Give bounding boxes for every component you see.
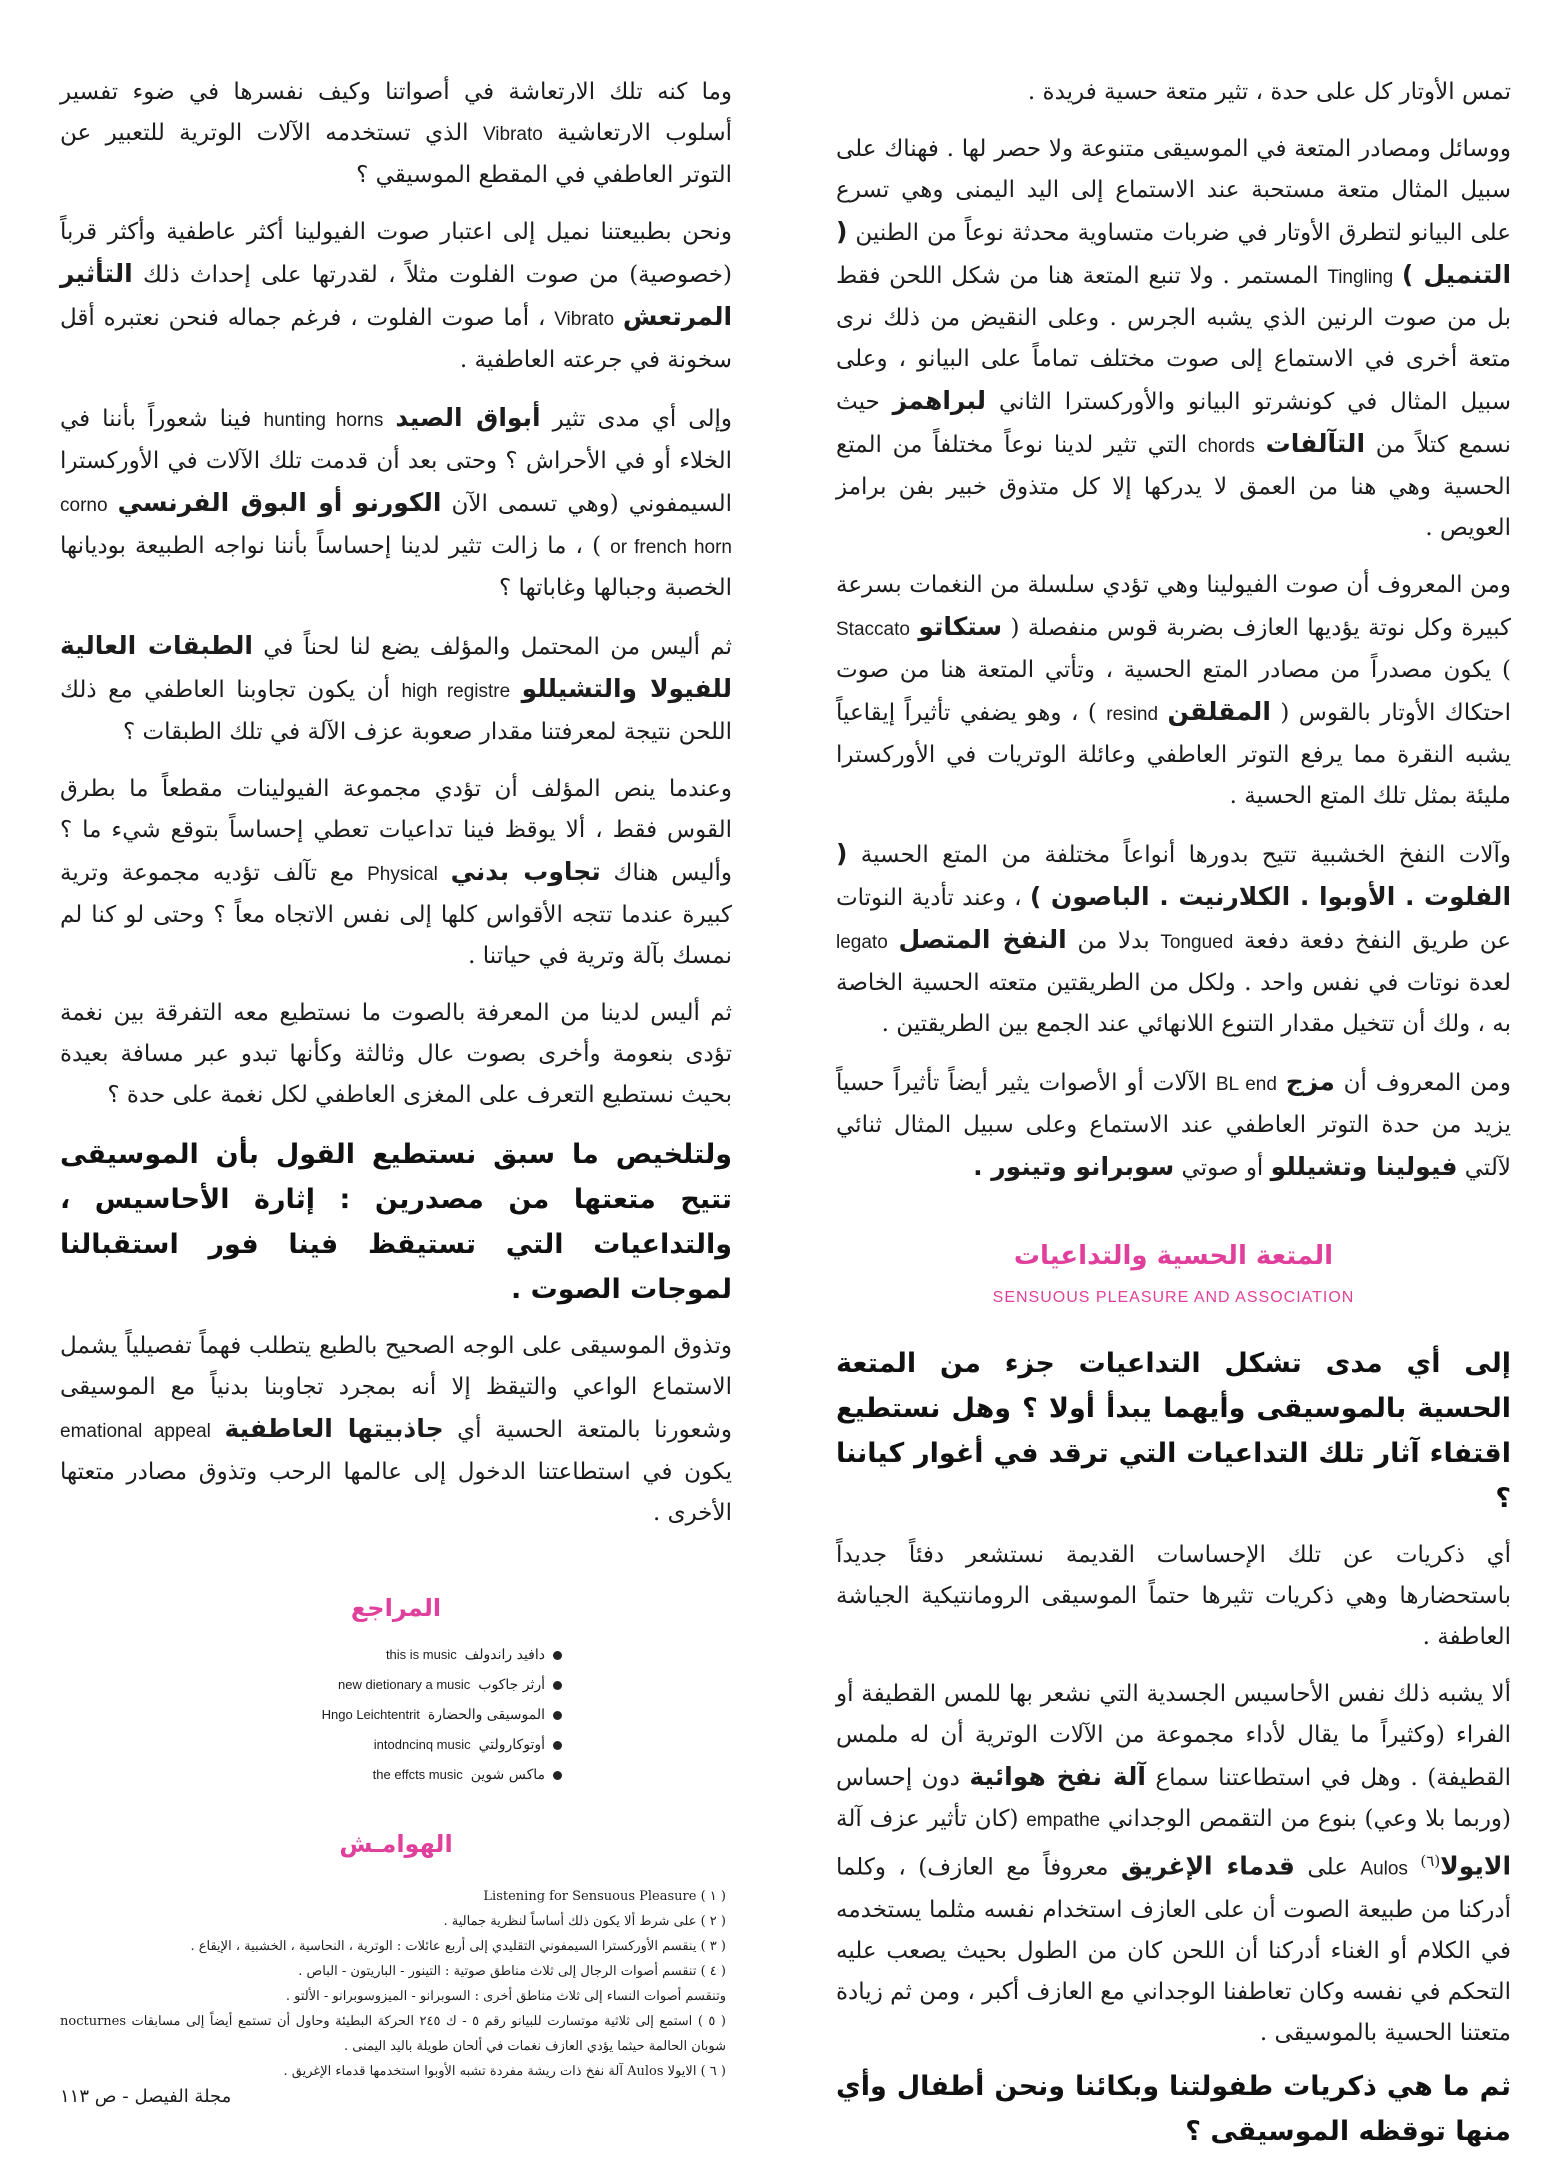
highlight-term: قدماء الإغريق xyxy=(1120,1851,1295,1881)
latin-term: legato xyxy=(836,932,888,953)
note-item: ( ٦ ) الايولا Aulos آلة نفخ ذات ريشة مفردة تشبه الأوبوا استخدمها قدماء الإغريق . xyxy=(283,2064,726,2079)
notes-title: الهوامـش xyxy=(339,1830,453,1858)
paragraph: ثم أليس من المحتمل والمؤلف يضع لنا لحناً في الطبقات العالية للفيولا والتشيللو high registre أن يكون تجاوبنا العاطفي مع ذلك اللحن نتيجة لمعرفتنا مقدار صعوبة عزف الآلة في تلك الطبقات ؟ xyxy=(60,631,733,745)
highlight-term: ( التنميل ) xyxy=(836,217,1512,289)
paragraph: ومن المعروف أن مزج BL end الآلات أو الأصوات يثير أيضاً تأثيراً حسياً يزيد من حدة التوتر العاطفي عند الاستماع وعلى سبيل المثال ثنائي لآلتي فيولينا وتشيللو أو صوتي سوبرانو وتينور . xyxy=(836,1067,1511,1181)
lead-question: إلى أي مدى تشكل التداعيات جزء من المتعة الحسية بالموسيقى وأيهما يبدأ أولا ؟ وهل نستطيع اقتفاء آثار تلك التداعيات التي ترقد في أغوار كياننا ؟ xyxy=(836,1348,1511,1514)
highlight-term: ( الفلوت . الأوبوا . الكلارنيت . الباصون ) xyxy=(836,839,1512,911)
references-section xyxy=(60,1594,732,1790)
left-column xyxy=(60,72,732,2084)
paragraph: ومن المعروف أن صوت الفيولينا وهي تؤدي سلسلة من النغمات بسرعة كبيرة وكل نوتة يؤديها العازف بضربة قوس منفصلة ( ستكاتو Staccato ) يكون مصدراً من مصادر المتع الحسية ، وتأتي المتعة هنا من صوت احتكاك الأوتار بالقوس ( المقلقن resind ) ، وهو يضفي تأثيراً إيقاعياً يشبه النقرة مما يرفع التوتر العاطفي وعائلة الوتريات في الأوركسترا مليئة بمثل تلك المتع الحسية . xyxy=(836,572,1512,809)
reference-item: دافيد راندولف this is music xyxy=(262,1640,562,1670)
highlight-term: التأثير المرتعش xyxy=(60,259,733,331)
highlight-term: ستكاتو xyxy=(918,612,1003,641)
latin-term: chords xyxy=(1197,436,1255,457)
note-item: ( ٣ ) ينقسم الأوركسترا السيمفوني التقليدي إلى أربع عائلات : الوترية ، النحاسية ، الخشبية ، الإيقاع . xyxy=(190,1939,726,1954)
latin-term: emational appeal xyxy=(60,1421,211,1442)
bullet-icon xyxy=(553,1771,562,1780)
highlight-term: الايولا xyxy=(1440,1851,1512,1881)
right-column xyxy=(836,72,1511,2168)
highlight-term: المقلقن xyxy=(1167,697,1271,726)
note-item: ( ٤ ) تنقسم أصوات الرجال إلى ثلاث مناطق صوتية : التينور - الباريتون - الباص . xyxy=(298,1964,726,1979)
reference-item: الموسيقى والحضارة Hngo Leichtentrit xyxy=(262,1700,562,1730)
note-item: ( ٥ ) استمع إلى ثلاثية موتسارت للبيانو رقم ٥ - ك ٢٤٥ الحركة البطيئة وحاول أن تستمع أيضاً إلى مسابقات nocturnes شوبان الحالمة حيثما يؤدي العازف نغمات في ألحان طويلة باليد اليمنى . xyxy=(60,2014,726,2054)
bullet-icon xyxy=(553,1651,562,1660)
note-item: ( ٢ ) على شرط ألا يكون ذلك أساساً لنظرية جمالية . xyxy=(443,1914,726,1929)
latin-term: resind xyxy=(1106,704,1159,725)
note-item: ( ١ ) Listening for Sensuous Pleasure xyxy=(483,1889,726,1904)
references-list xyxy=(262,1640,562,1790)
paragraph: وآلات النفخ الخشبية تتيح بدورها أنواعاً مختلفة من المتع الحسية ( الفلوت . الأوبوا . الكلارنيت . الباصون ) ، وعند تأدية النوتات عن طريق النفخ دفعة دفعة Tongued بدلا من النفخ المتصل legato لعدة نوتات في نفس واحد . ولكل من الطريقتين متعته الحسية الخاصة به ، ولك أن تتخيل مقدار التنوع اللانهائي عند الجمع بين الطريقتين . xyxy=(836,839,1512,1037)
highlight-term: جاذبيتها العاطفية xyxy=(224,1414,444,1443)
highlight-term: الطبقات العالية للفيولا والتشيللو xyxy=(60,631,733,703)
page-footer: مجلة الفيصل - ص ١١٣ xyxy=(60,2086,232,2107)
notes-section xyxy=(60,1830,732,2084)
bullet-icon xyxy=(553,1681,562,1690)
highlight-term: النفخ المتصل xyxy=(898,925,1067,954)
latin-term: Vibrato xyxy=(482,124,543,145)
footnote-marker: (٦) xyxy=(1420,1852,1441,1870)
summary-lead: ولتلخيص ما سبق نستطيع القول بأن الموسيقى تتيح متعتها من مصدرين : إثارة الأحاسيس ، والتداعيات التي تستيقظ فينا فور استقبالنا لموجات الصوت . xyxy=(60,1139,732,1305)
paragraph: وعندما ينص المؤلف أن تؤدي مجموعة الفيولينات مقطعاً ما بطرق القوس فقط ، ألا يوقظ فينا تداعيات تعطي إحساساً بتوقع شيء ما ؟ وأليس هناك تجاوب بدني Physical مع تآلف تؤديه مجموعة وترية كبيرة عندما تتجه الأقواس كلها إلى نفس الاتجاه معاً ؟ وحتى لو كنا لم نمسك بآلة وترية في حياتنا . xyxy=(60,776,733,969)
bullet-icon xyxy=(553,1741,562,1750)
paragraph: وإلى أي مدى تثير أبواق الصيد hunting horns فينا شعوراً بأننا في الخلاء أو في الأحراش ؟ وحتى بعد أن قدمت تلك الآلات في الأوركسترا السيمفوني (وهي تسمى الآن الكورنو أو البوق الفرنسي corno or french horn ) ، ما زالت تثير لدينا إحساساً بأننا نواجه الطبيعة بوديانها الخصبة وجبالها وغاباتها ؟ xyxy=(60,403,732,601)
paragraph: أي ذكريات عن تلك الإحساسات القديمة نستشعر دفئاً جديداً باستحضارها وهي ذكريات تثيرها حتماً الموسيقى الرومانتيكية الجياشة العاطفة . xyxy=(836,1542,1511,1650)
section-heading xyxy=(836,1241,1511,1307)
paragraph: وما كنه تلك الارتعاشة في أصواتنا وكيف نفسرها في ضوء تفسير أسلوب الارتعاشية Vibrato الذي تستخدمه الآلات الوترية للتعبير عن التوتر العاطفي في المقطع الموسيقي ؟ xyxy=(60,79,733,188)
section-title-english: SENSUOUS PLEASURE AND ASSOCIATION xyxy=(992,1289,1355,1306)
paragraph: وتذوق الموسيقى على الوجه الصحيح بالطبع يتطلب فهماً تفصيلياً يشمل الاستماع الواعي والتيقظ إلا أنه بمجرد تجاوبنا بدنياً مع الموسيقى وشعورنا بالمتعة الحسية أي جاذبيتها العاطفية emational appeal يكون في استطاعتنا الدخول إلى عالمها الرحب وتذوق مصادر متعتها الأخرى . xyxy=(60,1333,733,1526)
latin-term: BL end xyxy=(1215,1074,1277,1095)
latin-term: Physical xyxy=(367,864,438,885)
highlight-term: مزج xyxy=(1285,1067,1335,1096)
reference-item: أوتوكارولتي intodncinq music xyxy=(262,1730,562,1760)
latin-term: empathe xyxy=(1026,1810,1101,1831)
latin-term: corno or french horn xyxy=(60,495,732,558)
paragraph: ألا يشبه ذلك نفس الأحاسيس الجسدية التي نشعر بها للمس القطيفة أو الفراء (وكثيراً ما يقال لأداء مجموعة من الآلات الوترية أن له ملمس القطيفة) . وهل في استطاعتنا سماع آلة نفخ هوائية دون إحساس (وربما بلا وعي) بنوع من التقمص الوجداني empathe (كان تأثير عزف آلة الايولا$^{(٦)}$ Aulos على قدماء الإغريق معروفاً مع العازف) ، وكلما أدركنا من طبيعة الصوت أن على العازف استخدام نفسه مثلما يستخدمه في الكلام أو الغناء أدركنا أن اللحن كان من الطول بحيث يصعب عليه التحكم في نفسه وكان تعاطفنا الوجداني مع العازف أكبر ، ومن ثم زيادة متعتنا الحسية بالموسيقى . xyxy=(836,1681,1512,2046)
paragraph: ثم أليس لدينا من المعرفة بالصوت ما نستطيع معه التفرقة بين نغمة تؤدى بنعومة وأخرى بصوت عال وثالثة وكأنها تبدو عبر مسافة بعيدة بحيث نستطيع التعرف على المغزى العاطفي لكل نغمة على حدة ؟ xyxy=(60,1000,732,1108)
note-item: وتنقسم أصوات النساء إلى ثلاث مناطق أخرى : السوبرانو - الميزوسوبرانو - الألتو . xyxy=(285,1989,726,2004)
references-title: المراجع xyxy=(350,1594,442,1622)
lead-question: ثم ما هي ذكريات طفولتنا وبكائنا ونحن أطفال وأي منها توقظه الموسيقى ؟ xyxy=(836,2070,1511,2147)
reference-item: ماكس شوين the effcts music xyxy=(262,1760,562,1790)
highlight-term: لبراهمز xyxy=(892,386,987,415)
highlight-term: فيولينا وتشيللو xyxy=(1270,1152,1458,1181)
bullet-icon xyxy=(553,1711,562,1720)
paragraph: ووسائل ومصادر المتعة في الموسيقى متنوعة ولا حصر لها . فهناك على سبيل المثال متعة مستحبة عند الاستماع إلى اليد اليمنى وهي تسرع على البيانو لتطرق الأوتار في ضربات متساوية محدثة نوعاً من الطنين ( التنميل ) Tingling المستمر . ولا تنبع المتعة هنا من شكل اللحن فقط بل من صوت الرنين الذي يشبه الجرس . وعلى النقيض من ذلك نرى متعة أخرى في الاستماع إلى صوت مختلف تماماً على البيانو ، وعلى سبيل المثال في كونشرتو البيانو والأوركسترا الثاني لبراهمز حيث نسمع كتلاً من التآلفات chords التي تثير لدينا نوعاً مختلفاً من المتع الحسية وهي هنا من العمق لا يدركها إلا كل متذوق خبير بفن برامز العويص . xyxy=(836,136,1512,541)
highlight-term: أبواق الصيد xyxy=(395,403,541,432)
latin-term: Tongued xyxy=(1160,932,1234,953)
paragraph: تمس الأوتار كل على حدة ، تثير متعة حسية فريدة . xyxy=(1027,79,1511,105)
highlight-term: تجاوب بدني xyxy=(450,857,601,886)
latin-term: Vibrato xyxy=(554,309,615,330)
highlight-term: التآلفات xyxy=(1265,429,1366,458)
latin-term: hunting horns xyxy=(263,410,384,431)
section-title-arabic: المتعة الحسية والتداعيات xyxy=(1013,1241,1334,1271)
notes-list xyxy=(60,1884,732,2084)
latin-term: Aulos xyxy=(1360,1858,1408,1880)
highlight-term: آلة نفخ هوائية xyxy=(969,1762,1146,1791)
paragraph: ونحن بطبيعتنا نميل إلى اعتبار صوت الفيولينا أكثر عاطفية وأكثر قرباً (خصوصية) من صوت الفلوت مثلاً ، لقدرتها على إحداث ذلك التأثير المرتعش Vibrato ، أما صوت الفلوت ، فرغم جماله فنحن نعتبره أقل سخونة في جرعته العاطفية . xyxy=(60,219,733,373)
reference-item: أرثر جاكوب new dietionary a music xyxy=(262,1670,562,1700)
highlight-term: سوبرانو وتينور . xyxy=(973,1152,1175,1181)
latin-term: high registre xyxy=(401,681,511,702)
highlight-term: الكورنو أو البوق الفرنسي xyxy=(117,488,442,517)
latin-term: Staccato xyxy=(836,619,910,640)
latin-term: Tingling xyxy=(1327,267,1394,288)
